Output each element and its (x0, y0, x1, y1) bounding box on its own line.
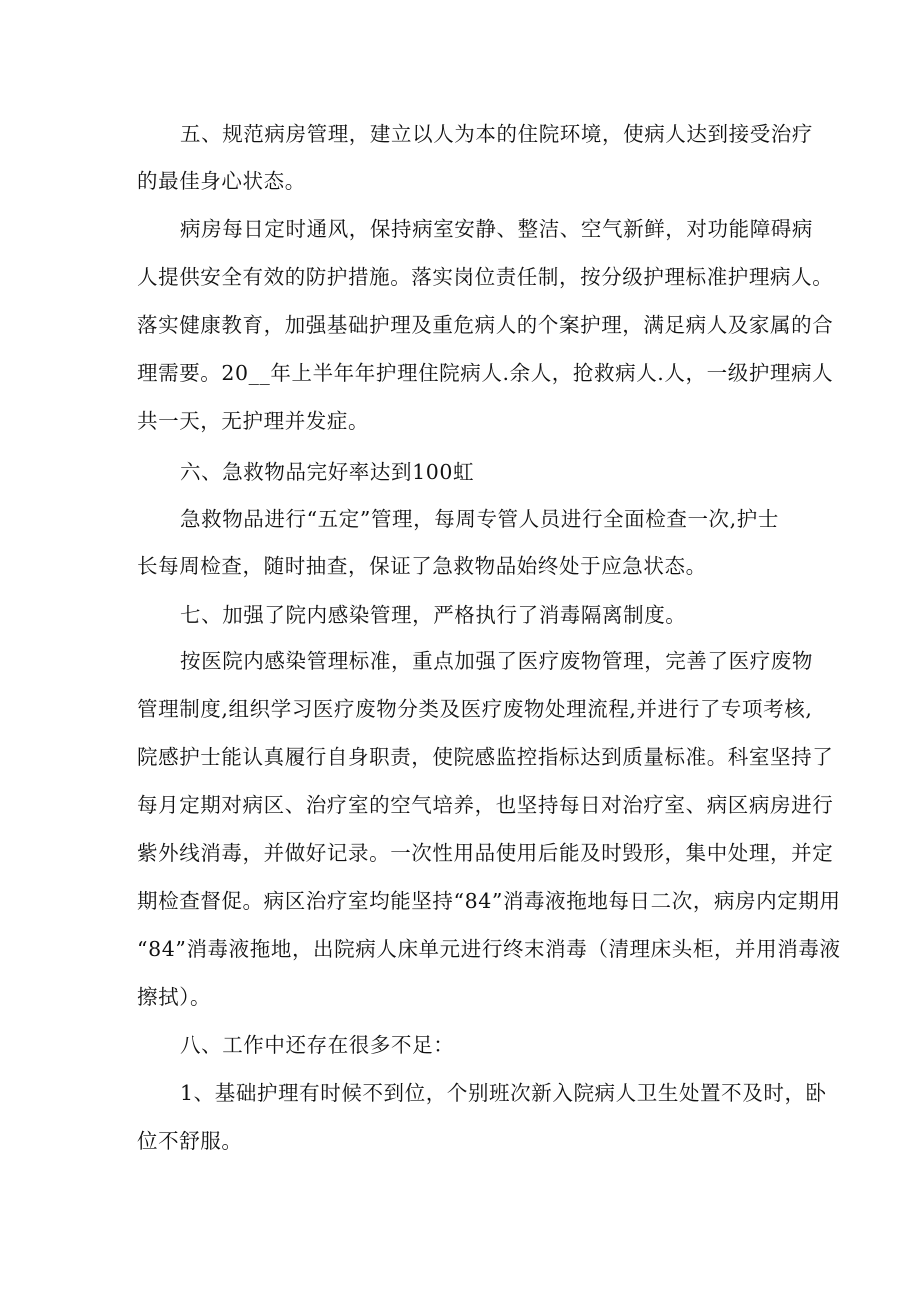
ward-paragraph-line-1: 病房每日定时通风，保持病室安静、整洁、空气新鲜，对功能障碍病 (180, 217, 813, 241)
emergency-paragraph-line-1: 急救物品进行“五定”管理，每周专管人员进行全面检查一次,护士 (180, 507, 779, 531)
infection-paragraph-line-7: “84”消毒液拖地，出院病人床单元进行终末消毒（清理床头柜，并用消毒液 (137, 937, 841, 961)
ward-paragraph-line-4: 理需要。20__年上半年年护理住院病人.余人，抢救病人.人，一级护理病人 (137, 361, 834, 385)
infection-paragraph-line-4: 每月定期对病区、治疗室的空气培养，也坚持每日对治疗室、病区病房进行 (137, 793, 834, 817)
shortcoming-item-1-line-2: 位不舒服。 (137, 1129, 243, 1153)
section-five-heading-line-1: 五、规范病房管理，建立以人为本的住院环境，使病人达到接受治疗 (180, 122, 813, 146)
infection-paragraph-line-5: 紫外线消毒，并做好记录。一次性用品使用后能及时毁形，集中处理，并定 (137, 841, 834, 865)
ward-paragraph-line-3: 落实健康教育，加强基础护理及重危病人的个案护理，满足病人及家属的合 (137, 313, 834, 337)
section-five-heading-line-2: 的最佳身心状态。 (137, 169, 306, 193)
section-eight-heading: 八、工作中还存在很多不足： (180, 1033, 455, 1057)
infection-paragraph-line-3: 院感护士能认真履行自身职责，使院感监控指标达到质量标准。科室坚持了 (137, 745, 834, 769)
infection-paragraph-line-1: 按医院内感染管理标准，重点加强了医疗废物管理，完善了医疗废物 (180, 649, 813, 673)
infection-paragraph-line-6: 期检查督促。病区治疗室均能坚持“84”消毒液拖地每日二次，病房内定期用 (137, 889, 841, 913)
infection-paragraph-line-8: 擦拭）。 (137, 985, 212, 1009)
ward-paragraph-line-5: 共一天，无护理并发症。 (137, 409, 370, 433)
ward-paragraph-line-2: 人提供安全有效的防护措施。落实岗位责任制，按分级护理标准护理病人。 (137, 265, 834, 289)
shortcoming-item-1-line-1: 1、基础护理有时候不到位，个别班次新入院病人卫生处置不及时，卧 (180, 1081, 827, 1105)
section-six-heading: 六、急救物品完好率达到100虹 (180, 460, 475, 484)
section-seven-heading: 七、加强了院内感染管理，严格执行了消毒隔离制度。 (180, 603, 687, 627)
emergency-paragraph-line-2: 长每周检查，随时抽查，保证了急救物品始终处于应急状态。 (137, 554, 707, 578)
infection-paragraph-line-2: 管理制度,组织学习医疗废物分类及医疗废物处理流程,并进行了专项考核, (137, 697, 813, 721)
